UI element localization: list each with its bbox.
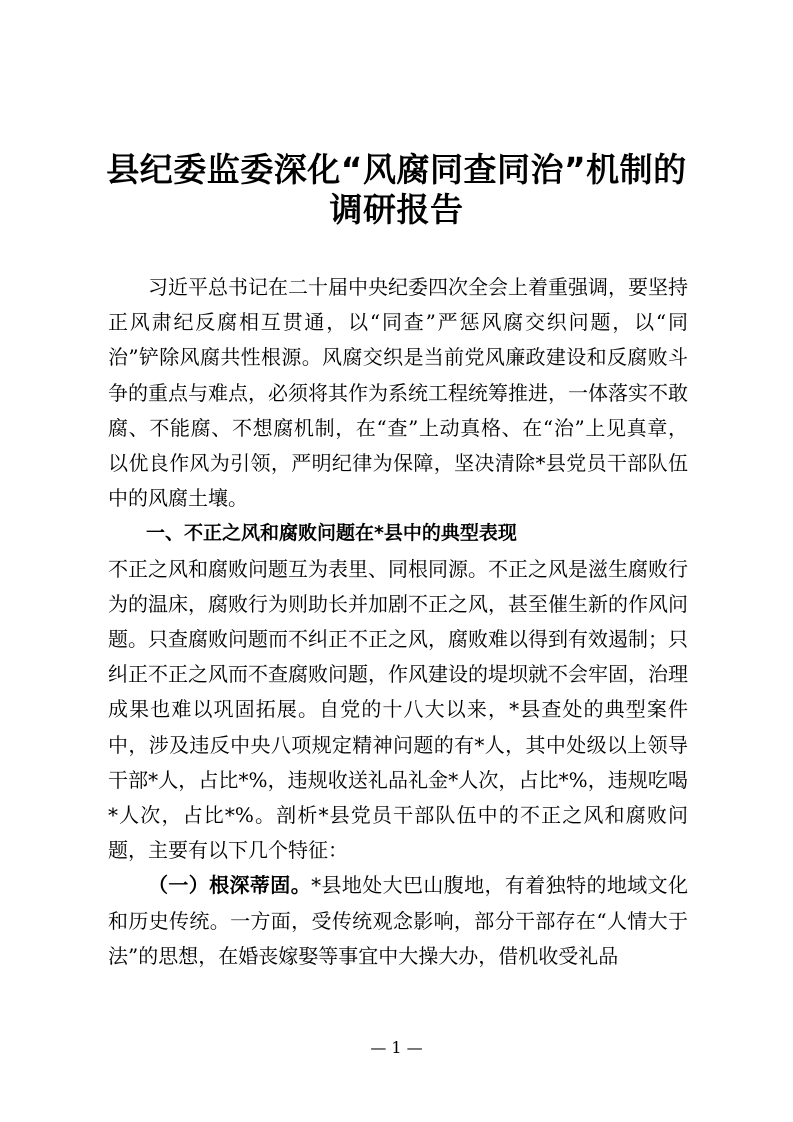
paragraph-section1: 不正之风和腐败问题互为表里、同根同源。不正之风是滋生腐败行为的温床，腐败行为则助长并加剧不正之风，甚至催生新的作风问题。只查腐败问题而不纠正不正之风，腐败难以得到有效遏制；只纠正不正之风而不查腐败问题，作风建设的堤坝就不会牢固，治理成果也难以巩固拓展。自党的十八大以来，*县查处的典型案件中，涉及违反中央八项规定精神问题的有*人，其中处级以上领导干部*人，占比*%，违规收送礼品礼金*人次，占比*%，违规吃喝*人次，占比*%。剖析*县党员干部队伍中的不正之风和腐败问题，主要有以下几个特征：	[108, 556, 688, 863]
subsection1-text: *县地处大巴山腹地，有着独特的地域文化和历史传统。一方面，受传统观念影响，部分干部存在“人情大于法”的思想，在婚丧嫁娶等事宜中大操大办，借机收受礼品	[108, 873, 689, 968]
subheading-lead: （一）根深蒂固。	[148, 873, 312, 898]
paragraph-subsection1	[108, 868, 688, 974]
document-body	[108, 270, 688, 974]
document-title-line2: 调研报告	[329, 190, 464, 229]
document-title-line1: 县纪委监委深化“风腐同查同治”机制的	[106, 150, 687, 189]
section-heading-1: 一、不正之风和腐败问题在*县中的典型表现	[146, 522, 517, 545]
paragraph-intro: 习近平总书记在二十届中央纪委四次全会上着重强调，要坚持正风肃纪反腐相互贯通，以“同查”严惩风腐交织问题，以“同治”铲除风腐共性根源。风腐交织是当前党风廉政建设和反腐败斗争的重点与难点，必须将其作为系统工程统筹推进，一体落实不敢腐、不能腐、不想腐机制，在“查”上动真格、在“治”上见真章，以优良作风为引领，严明纪律为保障，坚决清除*县党员干部队伍中的风腐土壤。	[108, 275, 688, 511]
page-number: — 1 —	[370, 1038, 423, 1057]
